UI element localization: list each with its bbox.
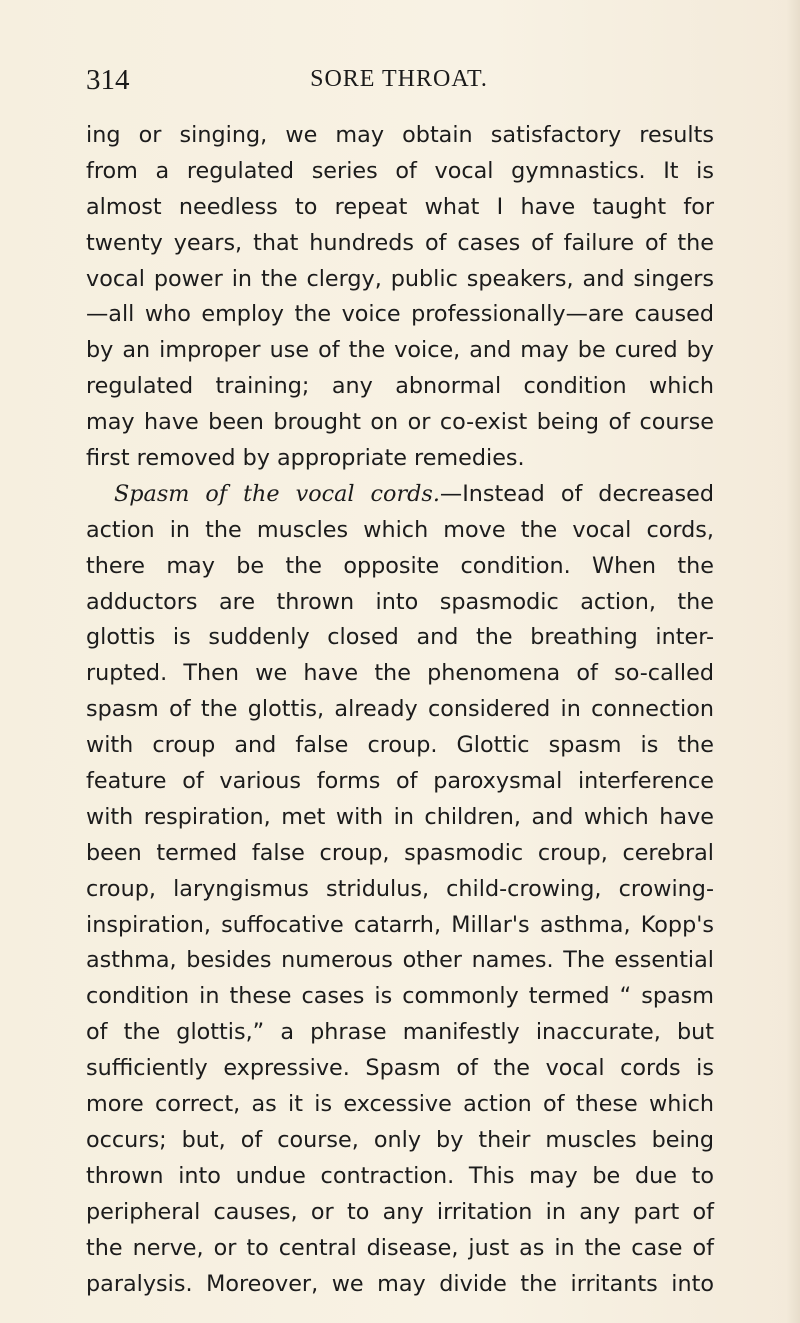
text-run: —Instead of decreased [439, 480, 714, 507]
running-title: SORE THROAT. [310, 66, 488, 92]
paragraph-1 [86, 118, 714, 477]
text-line: paralysis. Moreover, we may divide the irritants into [86, 1270, 714, 1297]
text-line: been termed false croup, spasmodic croup, cerebral [86, 839, 714, 866]
text-line: glottis is suddenly closed and the breathing inter- [86, 624, 714, 651]
text-line: regulated training; any abnormal condition which [86, 373, 714, 400]
page-header [86, 64, 712, 104]
text-line: condition in these cases is commonly termed “ spasm [86, 983, 714, 1010]
text-line: twenty years, that hundreds of cases of failure of the [86, 229, 714, 256]
text-line: peripheral causes, or to any irritation in any part of [86, 1198, 714, 1225]
text-line: inspiration, suffocative catarrh, Millar's asthma, Kopp's [86, 911, 714, 938]
text-line: with respiration, met with in children, and which have [86, 803, 714, 830]
text-line: from a regulated series of vocal gymnastics. It is [86, 157, 714, 184]
text-line: vocal power in the clergy, public speakers, and singers [86, 265, 714, 292]
text-line: may have been brought on or co-exist being of course [86, 409, 714, 436]
paragraph-2 [86, 477, 714, 1302]
page-number: 314 [86, 64, 130, 96]
text-line: feature of various forms of paroxysmal interference [86, 768, 714, 795]
text-line: occurs; but, of course, only by their muscles being [86, 1126, 714, 1153]
text-line: the nerve, or to central disease, just as in the case of [86, 1234, 714, 1261]
text-line: action in the muscles which move the vocal cords, [86, 516, 714, 543]
text-line: —all who employ the voice professionally—are caused [86, 301, 714, 328]
text-line: almost needless to repeat what I have taught for [86, 193, 714, 220]
text-line: ing or singing, we may obtain satisfactory results [86, 122, 714, 148]
text-line: there may be the opposite condition. When the [86, 552, 714, 579]
text-line: by an improper use of the voice, and may be cured by [86, 337, 714, 364]
text-line: asthma, besides numerous other names. The essential [86, 947, 714, 974]
text-line: adductors are thrown into spasmodic action, the [86, 588, 714, 615]
text-line: spasm of the glottis, already considered in connection [86, 696, 714, 723]
text-line: more correct, as it is excessive action of these which [86, 1091, 714, 1118]
text-line: sufficiently expressive. Spasm of the vocal cords is [86, 1055, 714, 1082]
text-line: first removed by appropriate remedies. [86, 445, 525, 472]
text-line [86, 477, 714, 513]
text-line: croup, laryngismus stridulus, child-crowing, crowing- [86, 875, 714, 902]
section-heading: Spasm of the vocal cords. [114, 480, 440, 507]
page-edge-shadow [786, 0, 800, 1323]
text-line: with croup and false croup. Glottic spasm is the [86, 732, 714, 759]
text-line: rupted. Then we have the phenomena of so-called [86, 660, 714, 687]
text-line: thrown into undue contraction. This may be due to [86, 1162, 714, 1189]
text-line: of the glottis,” a phrase manifestly inaccurate, but [86, 1019, 714, 1046]
body-text [86, 118, 714, 1302]
